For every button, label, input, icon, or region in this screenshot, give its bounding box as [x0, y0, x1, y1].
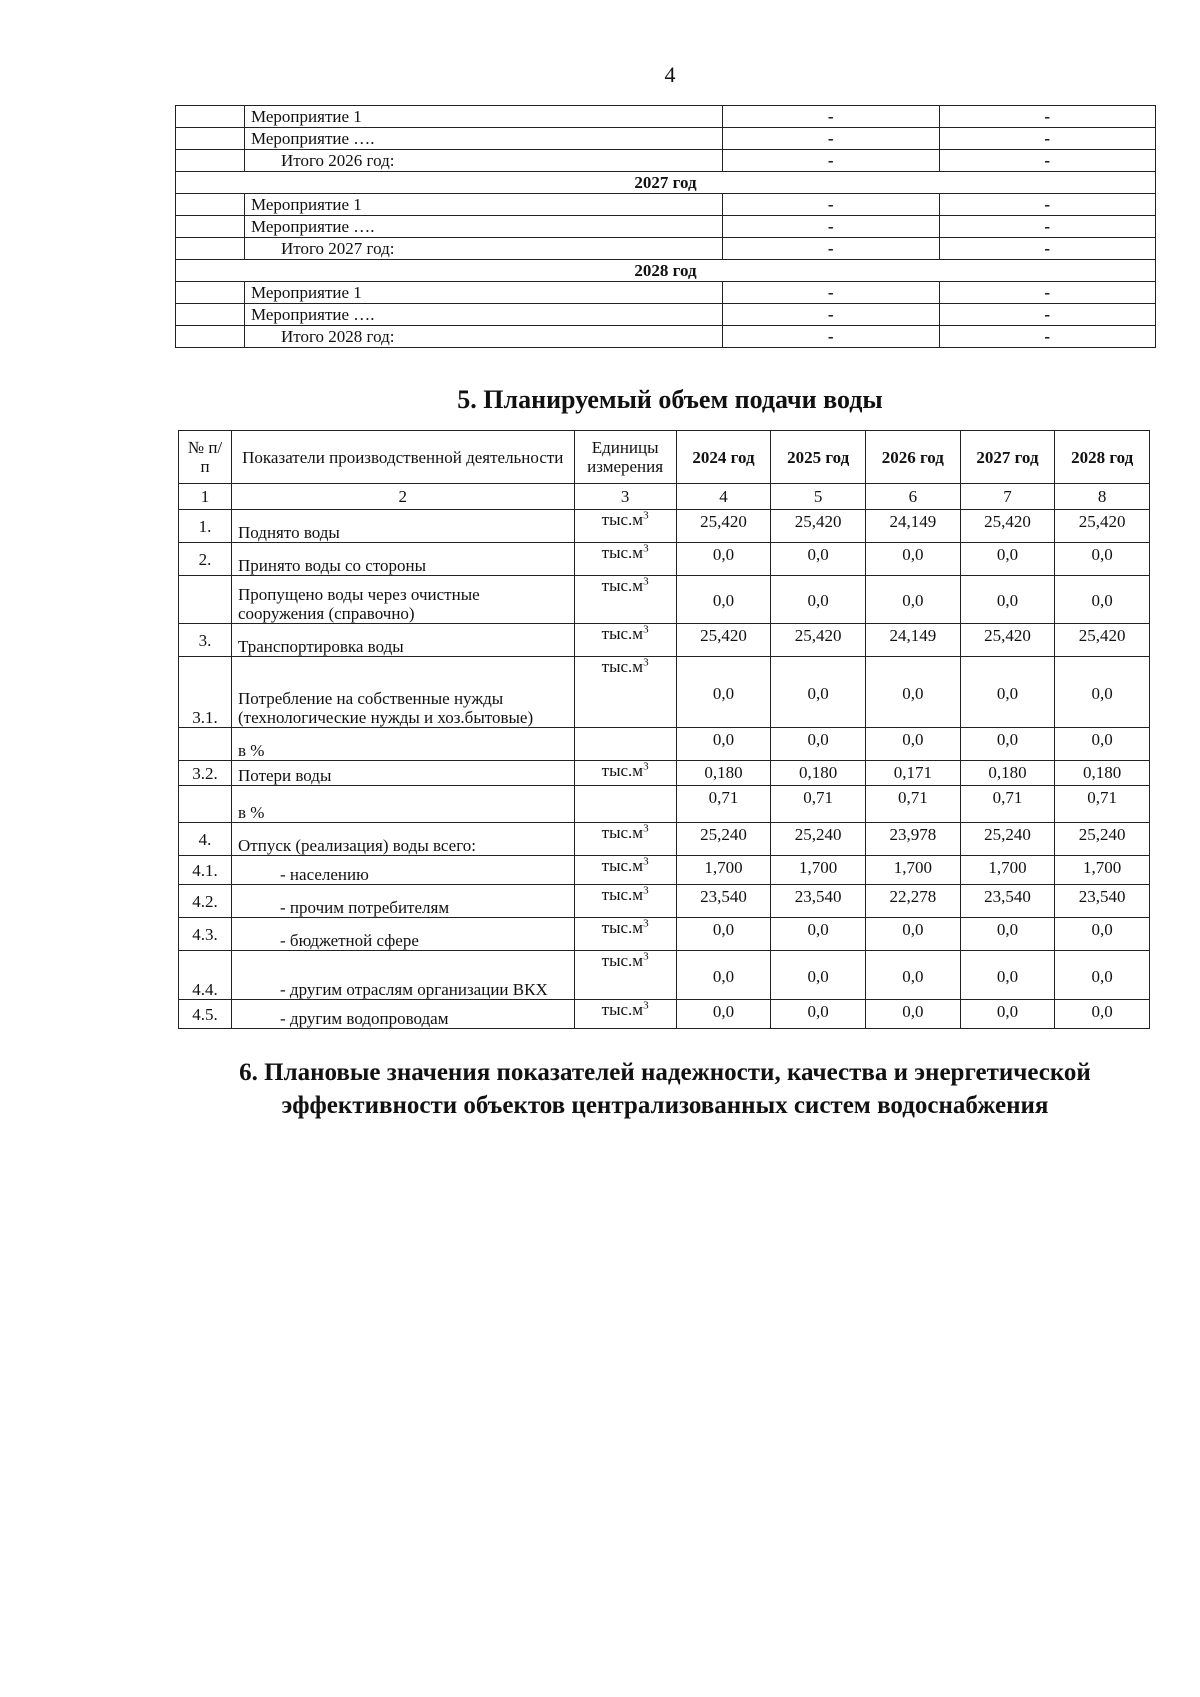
value-cell: -	[723, 128, 940, 150]
value-cell: 25,240	[1055, 823, 1150, 856]
table-row	[179, 510, 1150, 543]
unit-label: тыс.м	[601, 624, 644, 643]
indicator-name: - населению	[232, 856, 575, 885]
col-number-5: 5	[771, 484, 866, 510]
value-cell: 0,0	[865, 576, 960, 624]
measure-row	[176, 216, 1156, 238]
value-cell: -	[723, 282, 940, 304]
unit-cell	[574, 728, 676, 761]
measure-row	[176, 194, 1156, 216]
value-cell: 25,420	[676, 624, 771, 657]
value-cell: 25,420	[960, 624, 1055, 657]
row-number-cell	[176, 238, 245, 260]
year-heading: 2028 год	[176, 260, 1156, 282]
value-cell: -	[939, 238, 1156, 260]
value-cell: 1,700	[771, 856, 866, 885]
value-cell: 0,71	[771, 786, 866, 823]
value-cell: 0,0	[960, 576, 1055, 624]
row-number-cell	[176, 150, 245, 172]
row-number: 4.5.	[179, 1000, 232, 1029]
value-cell: 0,0	[1055, 576, 1150, 624]
row-number: 1.	[179, 510, 232, 543]
col-number-7: 7	[960, 484, 1055, 510]
measure-name: Мероприятие ….	[245, 128, 723, 150]
header-unit: Единицы измерения	[574, 431, 676, 484]
value-cell: 0,0	[676, 543, 771, 576]
value-cell: -	[723, 106, 940, 128]
value-cell: 0,71	[960, 786, 1055, 823]
table-row	[179, 728, 1150, 761]
value-cell: -	[939, 326, 1156, 348]
row-number: 3.	[179, 624, 232, 657]
table-row	[179, 918, 1150, 951]
unit-label: тыс.м	[601, 1000, 644, 1019]
value-cell: 23,540	[676, 885, 771, 918]
measures-table	[175, 105, 1156, 348]
indicator-name: Принято воды со стороны	[232, 543, 575, 576]
row-number: 4.2.	[179, 885, 232, 918]
value-cell: 0,0	[1055, 1000, 1150, 1029]
value-cell: 0,0	[1055, 543, 1150, 576]
unit-cell	[574, 510, 676, 543]
col-number-3: 3	[574, 484, 676, 510]
unit-label: тыс.м	[601, 543, 644, 562]
value-cell: 0,0	[865, 918, 960, 951]
header-year-2028: 2028 год	[1055, 431, 1150, 484]
value-cell: -	[939, 282, 1156, 304]
indicator-name: - прочим потребителям	[232, 885, 575, 918]
unit-cell	[574, 576, 676, 624]
row-number-cell	[176, 326, 245, 348]
table-row	[179, 1000, 1150, 1029]
row-number-cell	[176, 304, 245, 326]
total-label: Итого 2026 год:	[245, 150, 723, 172]
value-cell: 0,0	[771, 543, 866, 576]
value-cell: 0,0	[960, 728, 1055, 761]
value-cell: 0,0	[771, 657, 866, 728]
row-number: 3.2.	[179, 761, 232, 786]
unit-exponent: 3	[643, 917, 649, 930]
value-cell: 0,0	[676, 1000, 771, 1029]
unit-label: тыс.м	[601, 885, 644, 904]
section-6-title: 6. Плановые значения показателей надежности, качества и энергетической эффективности объектов централизованных систем водоснабжения	[239, 1059, 1091, 1119]
unit-cell	[574, 657, 676, 728]
section-5-title: 5. Планируемый объем подачи воды	[457, 385, 883, 414]
col-number-2: 2	[232, 484, 575, 510]
value-cell: 1,700	[676, 856, 771, 885]
value-cell: 0,0	[1055, 918, 1150, 951]
value-cell: 0,180	[676, 761, 771, 786]
value-cell: 24,149	[865, 510, 960, 543]
indicator-name: Отпуск (реализация) воды всего:	[232, 823, 575, 856]
page-number: 4	[664, 62, 676, 87]
unit-cell	[574, 1000, 676, 1029]
unit-exponent: 3	[643, 760, 649, 773]
value-cell: 0,0	[960, 543, 1055, 576]
total-label: Итого 2027 год:	[245, 238, 723, 260]
measure-name: Мероприятие 1	[245, 106, 723, 128]
measure-row	[176, 106, 1156, 128]
table-row	[179, 951, 1150, 1000]
value-cell: -	[939, 304, 1156, 326]
value-cell: 0,0	[771, 951, 866, 1000]
table-row	[179, 761, 1150, 786]
unit-exponent: 3	[643, 509, 649, 522]
value-cell: -	[939, 128, 1156, 150]
unit-exponent: 3	[643, 999, 649, 1012]
unit-exponent: 3	[643, 884, 649, 897]
unit-cell	[574, 543, 676, 576]
value-cell: 0,180	[960, 761, 1055, 786]
measure-row	[176, 304, 1156, 326]
indicator-name: - бюджетной сфере	[232, 918, 575, 951]
row-number: 3.1.	[179, 657, 232, 728]
unit-exponent: 3	[643, 855, 649, 868]
unit-cell	[574, 951, 676, 1000]
header-year-2025: 2025 год	[771, 431, 866, 484]
value-cell: -	[939, 150, 1156, 172]
value-cell: 0,0	[865, 1000, 960, 1029]
column-number-row	[179, 484, 1150, 510]
value-cell: 23,540	[960, 885, 1055, 918]
value-cell: -	[723, 194, 940, 216]
unit-label: тыс.м	[601, 576, 644, 595]
unit-exponent: 3	[643, 950, 649, 963]
value-cell: 0,0	[1055, 657, 1150, 728]
measure-row	[176, 128, 1156, 150]
row-number-cell	[176, 106, 245, 128]
value-cell: -	[723, 150, 940, 172]
value-cell: 25,240	[676, 823, 771, 856]
unit-label: тыс.м	[601, 510, 644, 529]
row-number	[179, 576, 232, 624]
year-heading-row	[176, 260, 1156, 282]
value-cell: 0,71	[676, 786, 771, 823]
unit-cell	[574, 786, 676, 823]
value-cell: 0,0	[960, 1000, 1055, 1029]
row-number: 4.	[179, 823, 232, 856]
row-number: 4.4.	[179, 951, 232, 1000]
value-cell: 25,420	[676, 510, 771, 543]
col-number-1: 1	[179, 484, 232, 510]
unit-cell	[574, 624, 676, 657]
header-name: Показатели производственной деятельности	[232, 431, 575, 484]
unit-label: тыс.м	[601, 918, 644, 937]
value-cell: 0,0	[676, 657, 771, 728]
total-row	[176, 238, 1156, 260]
indicator-name: - другим водопроводам	[232, 1000, 575, 1029]
row-number: 4.3.	[179, 918, 232, 951]
row-number-cell	[176, 282, 245, 304]
unit-exponent: 3	[643, 623, 649, 636]
row-number: 4.1.	[179, 856, 232, 885]
unit-exponent: 3	[643, 822, 649, 835]
unit-exponent: 3	[643, 542, 649, 555]
value-cell: 0,71	[1055, 786, 1150, 823]
value-cell: 25,420	[1055, 510, 1150, 543]
measure-name: Мероприятие 1	[245, 194, 723, 216]
unit-exponent: 3	[643, 575, 649, 588]
value-cell: 24,149	[865, 624, 960, 657]
value-cell: 0,0	[865, 951, 960, 1000]
value-cell: 25,420	[771, 510, 866, 543]
value-cell: 0,0	[676, 576, 771, 624]
row-number	[179, 728, 232, 761]
unit-cell	[574, 918, 676, 951]
value-cell: 0,0	[676, 951, 771, 1000]
value-cell: 1,700	[1055, 856, 1150, 885]
value-cell: 0,0	[676, 918, 771, 951]
value-cell: 23,540	[771, 885, 866, 918]
table-row	[179, 543, 1150, 576]
value-cell: 22,278	[865, 885, 960, 918]
header-year-2026: 2026 год	[865, 431, 960, 484]
year-heading-row	[176, 172, 1156, 194]
value-cell: 0,71	[865, 786, 960, 823]
measure-name: Мероприятие 1	[245, 282, 723, 304]
indicator-name: Поднято воды	[232, 510, 575, 543]
value-cell: 0,0	[771, 918, 866, 951]
row-number: 2.	[179, 543, 232, 576]
table-row	[179, 576, 1150, 624]
value-cell: 0,0	[771, 728, 866, 761]
unit-label: тыс.м	[601, 856, 644, 875]
value-cell: 0,0	[865, 728, 960, 761]
measure-name: Мероприятие ….	[245, 304, 723, 326]
value-cell: -	[723, 216, 940, 238]
row-number-cell	[176, 194, 245, 216]
value-cell: -	[723, 326, 940, 348]
value-cell: 0,0	[960, 918, 1055, 951]
unit-label: тыс.м	[601, 761, 644, 780]
table-row	[179, 823, 1150, 856]
col-number-6: 6	[865, 484, 960, 510]
header-year-2027: 2027 год	[960, 431, 1055, 484]
value-cell: 0,0	[771, 1000, 866, 1029]
header-year-2024: 2024 год	[676, 431, 771, 484]
value-cell: -	[723, 238, 940, 260]
table-header-row	[179, 431, 1150, 484]
unit-label: тыс.м	[601, 823, 644, 842]
total-label: Итого 2028 год:	[245, 326, 723, 348]
unit-cell	[574, 885, 676, 918]
value-cell: 0,0	[865, 657, 960, 728]
water-supply-table	[178, 430, 1150, 1029]
measure-name: Мероприятие ….	[245, 216, 723, 238]
value-cell: 0,0	[960, 951, 1055, 1000]
table-row	[179, 786, 1150, 823]
value-cell: 0,171	[865, 761, 960, 786]
value-cell: 23,540	[1055, 885, 1150, 918]
value-cell: 0,0	[1055, 951, 1150, 1000]
indicator-name: - другим отраслям организации ВКХ	[232, 951, 575, 1000]
value-cell: 0,180	[1055, 761, 1150, 786]
value-cell: 25,420	[960, 510, 1055, 543]
indicator-name: Пропущено воды через очистные сооружения (справочно)	[232, 576, 575, 624]
value-cell: -	[939, 106, 1156, 128]
total-row	[176, 326, 1156, 348]
value-cell: 0,0	[865, 543, 960, 576]
unit-cell	[574, 856, 676, 885]
measure-row	[176, 282, 1156, 304]
row-number-cell	[176, 216, 245, 238]
value-cell: 1,700	[865, 856, 960, 885]
header-num: № п/п	[179, 431, 232, 484]
col-number-8: 8	[1055, 484, 1150, 510]
value-cell: 0,0	[960, 657, 1055, 728]
indicator-name: Транспортировка воды	[232, 624, 575, 657]
value-cell: -	[939, 194, 1156, 216]
value-cell: 0,0	[1055, 728, 1150, 761]
value-cell: 0,0	[676, 728, 771, 761]
value-cell: 25,240	[960, 823, 1055, 856]
unit-exponent: 3	[643, 656, 649, 669]
value-cell: -	[723, 304, 940, 326]
unit-cell	[574, 823, 676, 856]
table-row	[179, 624, 1150, 657]
col-number-4: 4	[676, 484, 771, 510]
value-cell: 0,0	[771, 576, 866, 624]
table-row	[179, 885, 1150, 918]
table-row	[179, 657, 1150, 728]
year-heading: 2027 год	[176, 172, 1156, 194]
indicator-name: Потери воды	[232, 761, 575, 786]
value-cell: 25,420	[771, 624, 866, 657]
value-cell: 0,180	[771, 761, 866, 786]
table-row	[179, 856, 1150, 885]
value-cell: -	[939, 216, 1156, 238]
indicator-name: в %	[232, 728, 575, 761]
unit-cell	[574, 761, 676, 786]
indicator-name: в %	[232, 786, 575, 823]
row-number-cell	[176, 128, 245, 150]
row-number	[179, 786, 232, 823]
value-cell: 23,978	[865, 823, 960, 856]
total-row	[176, 150, 1156, 172]
unit-label: тыс.м	[601, 657, 644, 676]
value-cell: 25,420	[1055, 624, 1150, 657]
unit-label: тыс.м	[601, 951, 644, 970]
value-cell: 1,700	[960, 856, 1055, 885]
value-cell: 25,240	[771, 823, 866, 856]
indicator-name: Потребление на собственные нужды (технологические нужды и хоз.бытовые)	[232, 657, 575, 728]
